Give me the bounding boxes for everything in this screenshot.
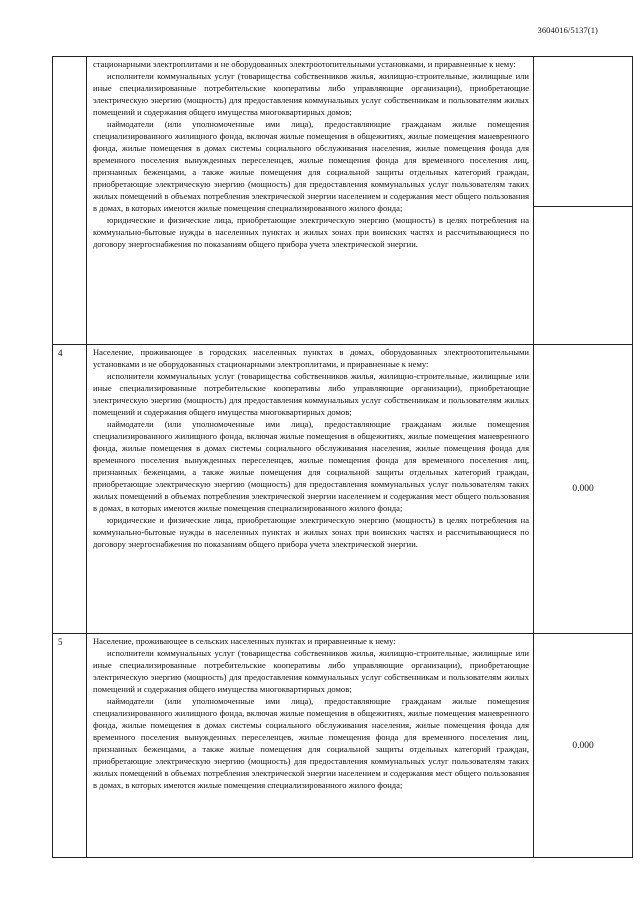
paragraph: исполнители коммунальных услуг (товарищества собственников жилья, жилищно-строительные, жилищные или иные специализированные потребительские кооперативы либо управляющие организации), приобретающие электрическую энергию (мощность) для предоставления коммунальных услуг собственникам и пользователям жилых помещений и содержания общего имущества многоквартирных домов; <box>93 648 529 694</box>
paragraph: Население, проживающее в сельских населенных пунктах и приравненные к нему: <box>93 636 396 646</box>
paragraph: наймодатели (или уполномоченные ими лица), предоставляющие гражданам жилые помещения специализированного жилищного фонда, включая жилые помещения в общежитиях, жилые помещения маневренного фонда, жилые помещения в домах системы социального обслуживания населения, жилые помещения фонда для временного поселения вынужденных переселенцев, жилые помещения фонда для временного поселения лиц, признанных беженцами, а также жилые помещения для социальной защиты отдельных категорий граждан, приобретающие электрическую энергию (мощность) для предоставления коммунальных услуг пользователям таких жилых помещений в объемах потребления электрической энергии населением и содержания мест общего пользования в домах, в которых имеются жилые помещения специализированного жилого фонда; <box>93 419 529 513</box>
document-number: 3604016/5137(1) <box>537 25 598 35</box>
paragraph: наймодатели (или уполномоченные ими лица), предоставляющие гражданам жилые помещения специализированного жилищного фонда, включая жилые помещения в общежитиях, жилые помещения маневренного фонда, жилые помещения в домах системы социального обслуживания населения, жилые помещения фонда для временного поселения вынужденных переселенцев, жилые помещения фонда для временного поселения лиц, признанных беженцами, а также жилые помещения для социальной защиты отдельных категорий граждан, приобретающие электрическую энергию (мощность) для предоставления коммунальных услуг пользователям таких жилых помещений в объемах потребления электрической энергии населением и содержания мест общего пользования в домах, в которых имеются жилые помещения специализированного жилого фонда; <box>93 119 529 213</box>
row-description-cell <box>87 57 534 345</box>
row-value-cell <box>534 345 633 634</box>
row-value: 0.000 <box>572 484 594 494</box>
table-row-4 <box>53 345 633 634</box>
tariff-table <box>52 56 633 858</box>
row-description-cell <box>87 634 534 858</box>
paragraph: исполнители коммунальных услуг (товарищества собственников жилья, жилищно-строительные, жилищные или иные специализированные потребительские кооперативы либо управляющие организации), приобретающие электрическую энергию (мощность) для предоставления коммунальных услуг собственникам и пользователям жилых помещений и содержания общего имущества многоквартирных домов; <box>93 71 529 117</box>
paragraph: стационарными электроплитами и не оборудованных электроотопительными установками, и приравненные к нему: <box>93 59 516 69</box>
row-description-cell <box>87 345 534 634</box>
row-value: 0.000 <box>572 740 594 751</box>
paragraph: наймодатели (или уполномоченные ими лица), предоставляющие гражданам жилые помещения специализированного жилищного фонда, включая жилые помещения в общежитиях, жилые помещения маневренного фонда, жилые помещения в домах системы социального обслуживания населения, жилые помещения фонда для временного поселения вынужденных переселенцев, жилые помещения фонда для временного поселения лиц, признанных беженцами, а также жилые помещения для социальной защиты отдельных категорий граждан, приобретающие электрическую энергию (мощность) для предоставления коммунальных услуг пользователям таких жилых помещений в объемах потребления электрической энергии населением и содержания мест общего пользования в домах, в которых имеются жилые помещения специализированного жилого фонда; <box>93 696 529 790</box>
row-number-cell <box>53 57 87 345</box>
paragraph: юридические и физические лица, приобретающие электрическую энергию (мощность) в целях потребления на коммунально-бытовые нужды в населенных пунктах и жилых зонах при воинских частях и рассчитывающиеся по договору энергоснабжения по показаниям общего прибора учета электрической энергии. <box>93 215 529 249</box>
row-value-cell <box>534 57 633 345</box>
row-number-cell: 4 <box>53 345 87 634</box>
row-number-cell: 5 <box>53 634 87 858</box>
table-row-continued <box>53 57 633 345</box>
cell-divider <box>534 206 632 207</box>
paragraph: юридические и физические лица, приобретающие электрическую энергию (мощность) в целях потребления на коммунально-бытовые нужды в населенных пунктах и жилых зонах при воинских частях и рассчитывающиеся по договору энергоснабжения по показаниям общего прибора учета электрической энергии. <box>93 515 529 549</box>
paragraph: Население, проживающее в городских населенных пунктах в домах, оборудованных электроотопительными установками и не оборудованных стационарными электроплитами, и приравненные к нему: <box>93 347 529 369</box>
paragraph: исполнители коммунальных услуг (товарищества собственников жилья, жилищно-строительные, жилищные или иные специализированные потребительские кооперативы либо управляющие организации), приобретающие электрическую энергию (мощность) для предоставления коммунальных услуг собственникам и пользователям жилых помещений и содержания общего имущества многоквартирных домов; <box>93 371 529 417</box>
table-row-5 <box>53 634 633 858</box>
row-value-cell <box>534 634 633 858</box>
